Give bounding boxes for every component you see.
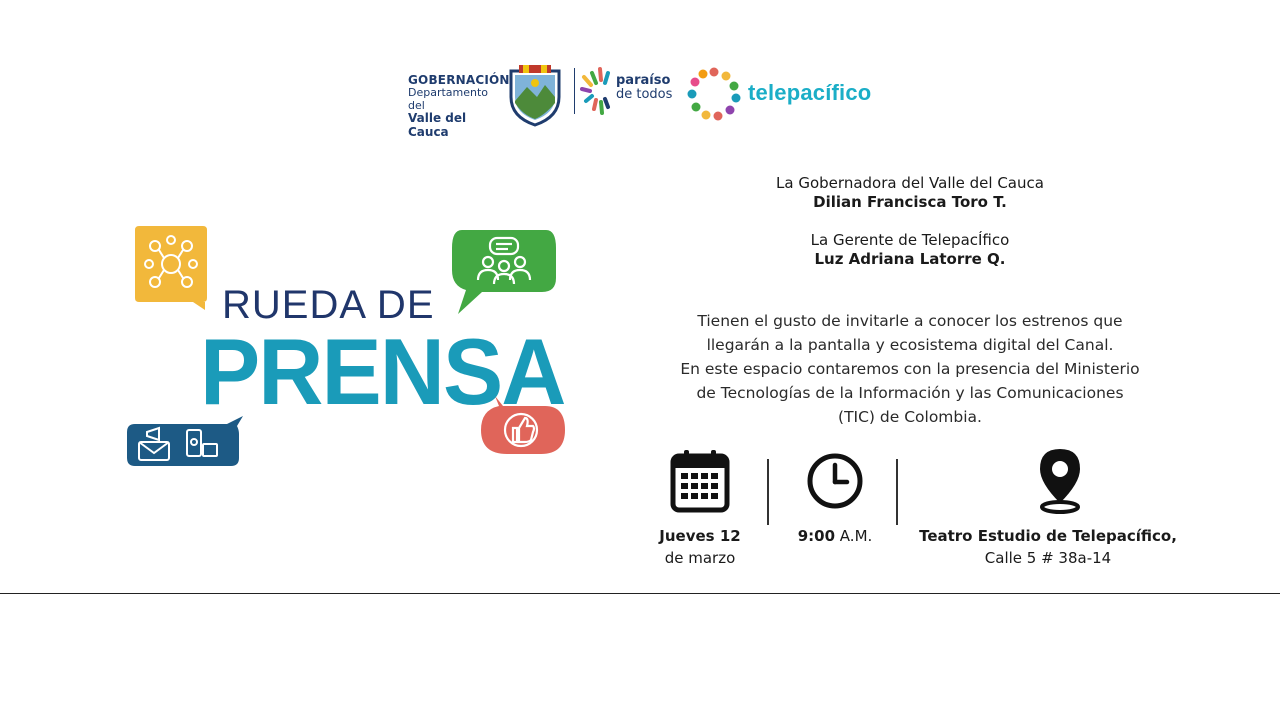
calendar-icon <box>670 448 730 514</box>
body-line: En este espacio contaremos con la presencia del Ministerio <box>680 360 1140 378</box>
gobernacion-region: Valle del Cauca <box>408 111 467 139</box>
bottom-divider <box>0 593 1280 594</box>
telepacifico-wordmark: telepacífico <box>748 80 872 105</box>
governor-intro: La Gobernadora del Valle del Cauca <box>776 174 1044 192</box>
governor-block <box>620 174 1200 212</box>
paraiso-word: paraíso <box>616 73 671 88</box>
de-todos-word: de todos <box>616 87 673 103</box>
logo-divider <box>574 68 575 114</box>
info-separator <box>767 459 769 525</box>
valle-shield-logo <box>505 63 565 127</box>
prensa-title: PRENSA <box>200 319 565 424</box>
event-place-name: Teatro Estudio de Telepacífico, <box>919 527 1177 545</box>
info-separator <box>896 459 898 525</box>
invitation-body <box>620 309 1200 429</box>
governor-name: Dilian Francisca Toro T. <box>813 193 1007 211</box>
network-people-bubble-icon <box>135 226 207 310</box>
telepacifico-ring-logo <box>686 66 742 122</box>
event-date <box>640 525 760 569</box>
gobernacion-logo-text <box>408 73 510 139</box>
gobernacion-subtitle: Departamento del <box>408 86 489 112</box>
body-line: de Tecnologías de la Información y las Comunicaciones <box>696 384 1124 402</box>
event-place <box>900 525 1196 569</box>
manager-block <box>620 231 1200 269</box>
body-line: llegarán a la pantalla y ecosistema digital del Canal. <box>706 336 1114 354</box>
location-pin-icon <box>1034 447 1086 515</box>
group-chat-bubble-icon <box>452 230 556 314</box>
event-time-ampm: A.M. <box>835 527 873 545</box>
event-time <box>775 525 895 547</box>
event-time-hour: 9:00 <box>797 527 836 545</box>
event-date-day: Jueves 12 <box>659 527 741 545</box>
manager-intro: La Gerente de TelepacÍfico <box>810 231 1010 249</box>
body-line: Tienen el gusto de invitarle a conocer los estrenos que <box>697 312 1123 330</box>
body-line: (TIC) de Colombia. <box>838 408 982 426</box>
event-place-address: Calle 5 # 38a-14 <box>984 549 1112 567</box>
paraiso-de-todos-text <box>616 74 672 103</box>
event-date-month: de marzo <box>664 549 736 567</box>
rueda-de-title: RUEDA DE <box>222 283 435 327</box>
clock-icon <box>805 451 865 511</box>
gobernacion-title: GOBERNACIÓN <box>408 73 510 87</box>
manager-name: Luz Adriana Latorre Q. <box>814 250 1006 268</box>
